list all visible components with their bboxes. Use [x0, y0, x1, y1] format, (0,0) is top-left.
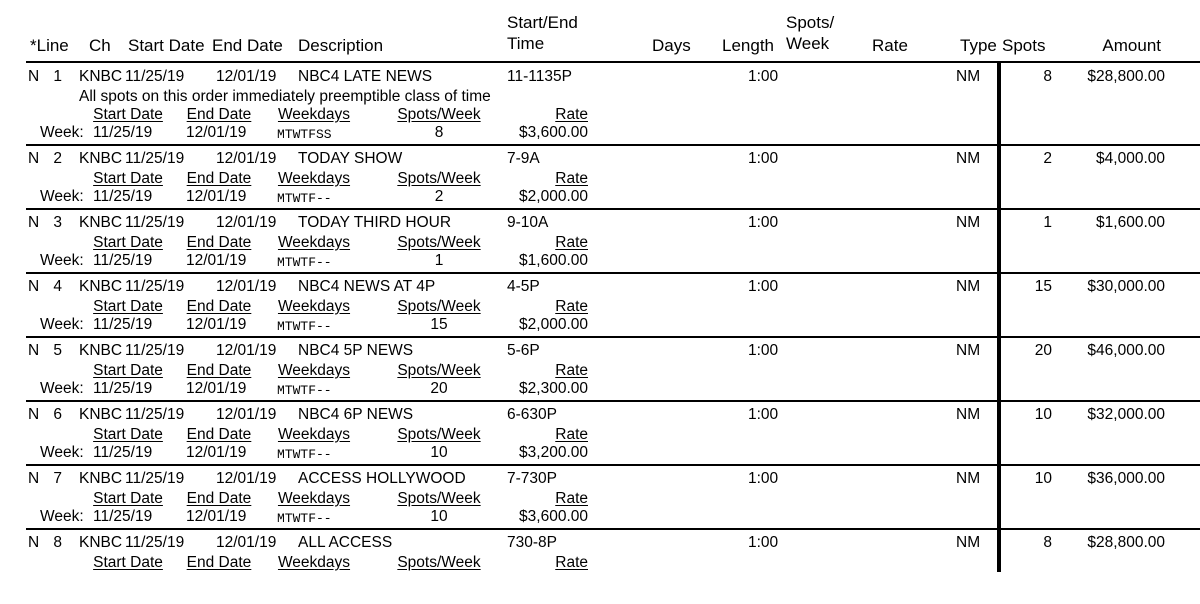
- line-flag: N: [28, 534, 40, 551]
- line-channel: KNBC: [79, 150, 123, 167]
- table-row: [0, 338, 1200, 402]
- week-spots-week: 10: [430, 508, 448, 525]
- week-spots-week: 1: [434, 252, 444, 269]
- header-line: *Line: [30, 36, 69, 55]
- line-start-date: 11/25/19: [125, 470, 185, 487]
- week-end-date: 12/01/19: [186, 316, 247, 333]
- line-start-date: 11/25/19: [125, 534, 185, 551]
- table-row: [0, 64, 1200, 146]
- line-end-date: 12/01/19: [216, 150, 277, 167]
- line-end-date: 12/01/19: [216, 68, 277, 85]
- week-end-date: 12/01/19: [186, 188, 247, 205]
- line-length: 1:00: [748, 214, 779, 231]
- line-description: NBC4 NEWS AT 4P: [298, 278, 436, 295]
- week-label: Week:: [40, 380, 84, 397]
- sub-header-start-date: Start Date: [93, 298, 163, 315]
- table-row: [0, 210, 1200, 274]
- sub-header-start-date: Start Date: [93, 554, 163, 571]
- line-type: NM: [956, 342, 981, 359]
- line-type: NM: [956, 534, 981, 551]
- line-number: 2: [53, 150, 62, 167]
- line-end-date: 12/01/19: [216, 214, 277, 231]
- line-time: 6-630P: [507, 406, 557, 423]
- line-flag: N: [28, 68, 40, 85]
- header-spots: Spots: [1002, 36, 1046, 55]
- line-description: ACCESS HOLLYWOOD: [298, 470, 466, 487]
- sub-header-rate: Rate: [555, 362, 588, 379]
- line-amount: $36,000.00: [1087, 470, 1165, 487]
- line-type: NM: [956, 150, 981, 167]
- header-end-date: End Date: [212, 36, 283, 55]
- sub-header-rate: Rate: [555, 298, 588, 315]
- line-time: 9-10A: [507, 214, 549, 231]
- sub-header-end-date: End Date: [186, 554, 252, 571]
- line-number: 3: [53, 214, 62, 231]
- line-start-date: 11/25/19: [125, 150, 185, 167]
- line-end-date: 12/01/19: [216, 534, 277, 551]
- header-time-top: Start/End: [507, 13, 578, 32]
- sub-header-rate: Rate: [555, 170, 588, 187]
- sub-header-end-date: End Date: [186, 362, 252, 379]
- sub-header-weekdays: Weekdays: [277, 170, 351, 187]
- sub-header-rate: Rate: [555, 106, 588, 123]
- header-length: Length: [722, 36, 774, 55]
- line-flag: N: [28, 342, 40, 359]
- line-flag: N: [28, 406, 40, 423]
- line-description: TODAY THIRD HOUR: [298, 214, 452, 231]
- line-amount: $28,800.00: [1087, 534, 1165, 551]
- sub-header-rate: Rate: [555, 490, 588, 507]
- table-row: [0, 466, 1200, 530]
- line-amount: $32,000.00: [1087, 406, 1165, 423]
- line-description: NBC4 LATE NEWS: [298, 68, 433, 85]
- line-type: NM: [956, 406, 981, 423]
- line-start-date: 11/25/19: [125, 68, 185, 85]
- line-time: 7-9A: [507, 150, 540, 167]
- line-spots: 15: [1034, 278, 1052, 295]
- week-spots-week: 2: [434, 188, 444, 205]
- line-end-date: 12/01/19: [216, 278, 277, 295]
- line-time: 730-8P: [507, 534, 557, 551]
- table-row: [0, 402, 1200, 466]
- line-amount: $1,600.00: [1096, 214, 1165, 231]
- column-divider: [997, 62, 1001, 572]
- line-flag: N: [28, 278, 40, 295]
- line-length: 1:00: [748, 150, 779, 167]
- line-channel: KNBC: [79, 470, 123, 487]
- sub-header-start-date: Start Date: [93, 490, 163, 507]
- sub-header-start-date: Start Date: [93, 170, 163, 187]
- sub-header-spots-week: Spots/Week: [397, 106, 481, 123]
- week-label: Week:: [40, 316, 84, 333]
- line-type: NM: [956, 214, 981, 231]
- sub-header-start-date: Start Date: [93, 234, 163, 251]
- line-channel: KNBC: [79, 534, 123, 551]
- line-type: NM: [956, 278, 981, 295]
- week-weekdays: MTWTF--: [277, 511, 332, 526]
- header-start-date: Start Date: [128, 36, 205, 55]
- line-channel: KNBC: [79, 68, 123, 85]
- line-time: 5-6P: [507, 342, 540, 359]
- sub-header-start-date: Start Date: [93, 426, 163, 443]
- line-channel: KNBC: [79, 214, 123, 231]
- line-amount: $4,000.00: [1096, 150, 1165, 167]
- line-length: 1:00: [748, 406, 779, 423]
- week-start-date: 11/25/19: [93, 508, 153, 525]
- line-channel: KNBC: [79, 278, 123, 295]
- line-spots: 10: [1034, 406, 1052, 423]
- week-weekdays: MTWTFSS: [277, 127, 332, 142]
- sub-header-start-date: Start Date: [93, 362, 163, 379]
- sub-header-start-date: Start Date: [93, 106, 163, 123]
- week-rate: $1,600.00: [519, 252, 588, 269]
- sub-header-spots-week: Spots/Week: [397, 298, 481, 315]
- sub-header-spots-week: Spots/Week: [397, 490, 481, 507]
- week-end-date: 12/01/19: [186, 252, 247, 269]
- header-spots-week-bottom: Week: [786, 34, 830, 53]
- header-days: Days: [652, 36, 691, 55]
- sub-header-rate: Rate: [555, 554, 588, 571]
- week-start-date: 11/25/19: [93, 380, 153, 397]
- week-rate: $3,600.00: [519, 508, 588, 525]
- week-label: Week:: [40, 508, 84, 525]
- line-number: 1: [53, 68, 62, 85]
- week-weekdays: MTWTF--: [277, 319, 332, 334]
- sub-header-spots-week: Spots/Week: [397, 362, 481, 379]
- sub-header-weekdays: Weekdays: [277, 298, 351, 315]
- line-spots: 1: [1043, 214, 1052, 231]
- line-channel: KNBC: [79, 342, 123, 359]
- line-channel: KNBC: [79, 406, 123, 423]
- line-length: 1:00: [748, 278, 779, 295]
- week-start-date: 11/25/19: [93, 316, 153, 333]
- week-weekdays: MTWTF--: [277, 447, 332, 462]
- line-end-date: 12/01/19: [216, 406, 277, 423]
- week-weekdays: MTWTF--: [277, 255, 332, 270]
- week-label: Week:: [40, 252, 84, 269]
- week-start-date: 11/25/19: [93, 188, 153, 205]
- sub-header-spots-week: Spots/Week: [397, 554, 481, 571]
- table-row: [0, 146, 1200, 210]
- line-number: 7: [53, 470, 62, 487]
- line-amount: $46,000.00: [1087, 342, 1165, 359]
- line-type: NM: [956, 470, 981, 487]
- line-start-date: 11/25/19: [125, 214, 185, 231]
- week-weekdays: MTWTF--: [277, 383, 332, 398]
- line-description: ALL ACCESS: [298, 534, 393, 551]
- sub-header-end-date: End Date: [186, 298, 252, 315]
- week-rate: $3,600.00: [519, 124, 588, 141]
- sub-header-weekdays: Weekdays: [277, 106, 351, 123]
- week-label: Week:: [40, 188, 84, 205]
- line-amount: $28,800.00: [1087, 68, 1165, 85]
- week-start-date: 11/25/19: [93, 124, 153, 141]
- week-end-date: 12/01/19: [186, 124, 247, 141]
- week-end-date: 12/01/19: [186, 444, 247, 461]
- sub-header-weekdays: Weekdays: [277, 362, 351, 379]
- line-spots: 10: [1034, 470, 1052, 487]
- header-time-bottom: Time: [507, 34, 545, 53]
- line-length: 1:00: [748, 534, 779, 551]
- line-note: All spots on this order immediately preemptible class of time: [79, 88, 491, 105]
- line-end-date: 12/01/19: [216, 342, 277, 359]
- line-start-date: 11/25/19: [125, 406, 185, 423]
- header-amount: Amount: [1102, 36, 1161, 55]
- sub-header-rate: Rate: [555, 234, 588, 251]
- week-spots-week: 20: [430, 380, 448, 397]
- line-number: 5: [53, 342, 62, 359]
- line-end-date: 12/01/19: [216, 470, 277, 487]
- line-number: 6: [53, 406, 62, 423]
- line-type: NM: [956, 68, 981, 85]
- line-description: NBC4 5P NEWS: [298, 342, 414, 359]
- line-spots: 8: [1043, 68, 1052, 85]
- sub-header-spots-week: Spots/Week: [397, 426, 481, 443]
- week-start-date: 11/25/19: [93, 444, 153, 461]
- sub-header-weekdays: Weekdays: [277, 554, 351, 571]
- week-end-date: 12/01/19: [186, 380, 247, 397]
- sub-header-end-date: End Date: [186, 490, 252, 507]
- line-time: 4-5P: [507, 278, 540, 295]
- line-description: TODAY SHOW: [298, 150, 403, 167]
- line-spots: 2: [1043, 150, 1052, 167]
- week-spots-week: 15: [430, 316, 448, 333]
- header-divider: [26, 61, 1200, 63]
- table-row: [0, 530, 1200, 594]
- sub-header-weekdays: Weekdays: [277, 490, 351, 507]
- sub-header-spots-week: Spots/Week: [397, 170, 481, 187]
- sub-header-rate: Rate: [555, 426, 588, 443]
- line-time: 7-730P: [507, 470, 557, 487]
- header-ch: Ch: [89, 36, 111, 55]
- week-weekdays: MTWTF--: [277, 191, 332, 206]
- sub-header-weekdays: Weekdays: [277, 234, 351, 251]
- line-time: 11-1135P: [507, 68, 572, 85]
- week-rate: $2,000.00: [519, 316, 588, 333]
- line-flag: N: [28, 150, 40, 167]
- week-rate: $3,200.00: [519, 444, 588, 461]
- line-length: 1:00: [748, 68, 779, 85]
- line-flag: N: [28, 470, 40, 487]
- line-number: 8: [53, 534, 62, 551]
- line-flag: N: [28, 214, 40, 231]
- sub-header-end-date: End Date: [186, 106, 252, 123]
- line-length: 1:00: [748, 470, 779, 487]
- sub-header-end-date: End Date: [186, 234, 252, 251]
- header-spots-week-top: Spots/: [786, 13, 835, 32]
- line-spots: 8: [1043, 534, 1052, 551]
- header-type: Type: [960, 36, 997, 55]
- sub-header-end-date: End Date: [186, 170, 252, 187]
- week-spots-week: 10: [430, 444, 448, 461]
- line-description: NBC4 6P NEWS: [298, 406, 414, 423]
- line-amount: $30,000.00: [1087, 278, 1165, 295]
- line-start-date: 11/25/19: [125, 278, 185, 295]
- week-label: Week:: [40, 444, 84, 461]
- table-row: [0, 274, 1200, 338]
- week-spots-week: 8: [434, 124, 444, 141]
- line-start-date: 11/25/19: [125, 342, 185, 359]
- sub-header-end-date: End Date: [186, 426, 252, 443]
- sub-header-spots-week: Spots/Week: [397, 234, 481, 251]
- line-length: 1:00: [748, 342, 779, 359]
- week-end-date: 12/01/19: [186, 508, 247, 525]
- week-rate: $2,300.00: [519, 380, 588, 397]
- line-number: 4: [53, 278, 62, 295]
- header-rate: Rate: [872, 36, 908, 55]
- week-start-date: 11/25/19: [93, 252, 153, 269]
- line-spots: 20: [1034, 342, 1052, 359]
- header-description: Description: [298, 36, 384, 55]
- week-label: Week:: [40, 124, 84, 141]
- week-rate: $2,000.00: [519, 188, 588, 205]
- sub-header-weekdays: Weekdays: [277, 426, 351, 443]
